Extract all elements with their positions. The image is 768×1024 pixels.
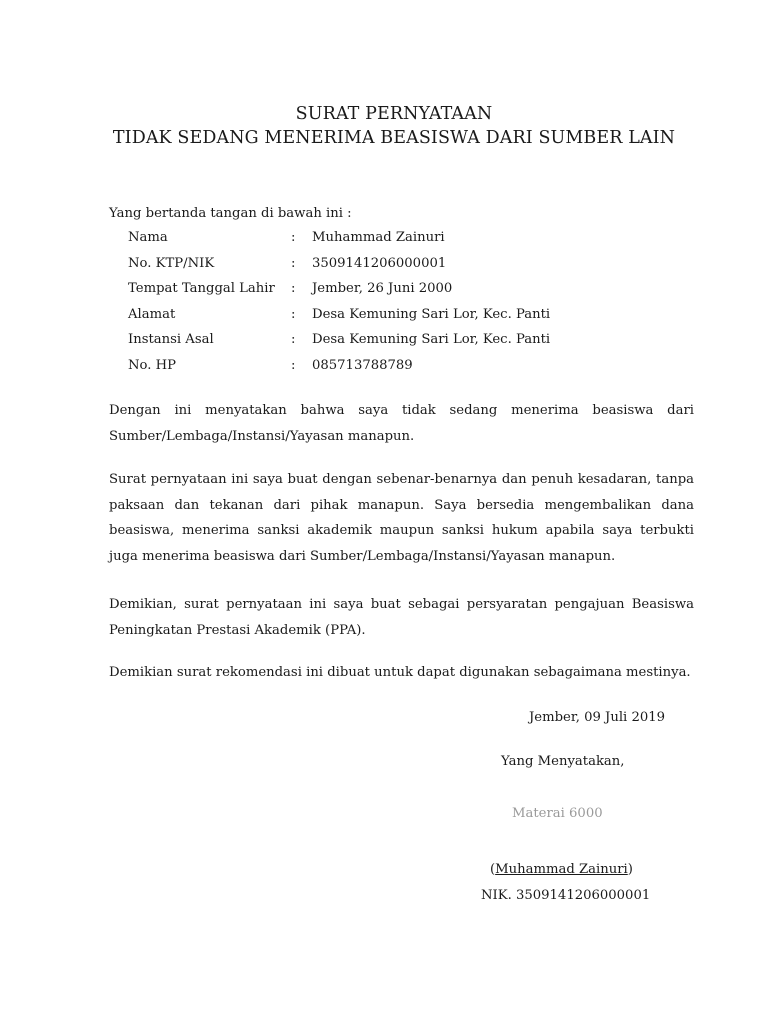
- identity-label: No. KTP/NIK: [128, 255, 215, 271]
- identity-label: Tempat Tanggal Lahir: [128, 281, 275, 297]
- identity-value: Muhammad Zainuri: [312, 230, 445, 245]
- identity-value: 3509141206000001: [312, 255, 447, 271]
- identity-value: Jember, 26 Juni 2000: [312, 281, 453, 297]
- identity-colon: :: [291, 332, 296, 348]
- identity-colon: :: [291, 255, 296, 271]
- signatory-name-text: Muhammad Zainuri: [495, 862, 628, 877]
- identity-value: 085713788789: [312, 357, 413, 373]
- identity-label: Nama: [128, 230, 168, 245]
- signatory-name: [490, 862, 633, 877]
- document-subtitle: TIDAK SEDANG MENERIMA BEASISWA DARI SUMBER LAIN: [112, 128, 676, 148]
- identity-value: Desa Kemuning Sari Lor, Kec. Panti: [312, 332, 551, 348]
- identity-label: Instansi Asal: [128, 332, 214, 348]
- identity-colon: :: [291, 281, 296, 297]
- identity-value: Desa Kemuning Sari Lor, Kec. Panti: [312, 306, 551, 322]
- close-paren: ): [627, 862, 633, 877]
- identity-label: No. HP: [128, 357, 177, 373]
- paragraph-purpose: Demikian, surat pernyataan ini saya buat sebagai persyaratan pengajuan Beasiswa Peningkatan Prestasi Akademik (PPA).: [109, 597, 694, 638]
- stamp-placeholder: Materai 6000: [512, 806, 603, 821]
- paragraph-statement: Dengan ini menyatakan bahwa saya tidak sedang menerima beasiswa dari Sumber/Lembaga/Instansi/Yayasan manapun.: [109, 403, 694, 444]
- open-paren: (: [490, 862, 496, 877]
- place-date: Jember, 09 Juli 2019: [529, 710, 666, 725]
- identity-colon: :: [291, 230, 296, 245]
- identity-colon: :: [291, 357, 296, 373]
- paragraph-closing: Demikian surat rekomendasi ini dibuat untuk dapat digunakan sebagaimana mestinya.: [109, 665, 691, 680]
- identity-label: Alamat: [128, 306, 176, 322]
- intro-text: Yang bertanda tangan di bawah ini :: [109, 206, 352, 221]
- paragraph-declaration: Surat pernyataan ini saya buat dengan sebenar-benarnya dan penuh kesadaran, tanpa paksaan dan tekanan dari pihak manapun. Saya bersedia mengembalikan dana beasiswa, menerima sanksi akademik maupun sanksi hukum apabila saya terbukti juga menerima beasiswa dari Sumber/Lembaga/Instansi/Yayasan manapun.: [109, 472, 694, 564]
- document-title: SURAT PERNYATAAN: [295, 104, 493, 124]
- identity-colon: :: [291, 306, 296, 322]
- signatory-nik: NIK. 3509141206000001: [481, 888, 651, 903]
- closing-salutation: Yang Menyatakan,: [501, 754, 625, 769]
